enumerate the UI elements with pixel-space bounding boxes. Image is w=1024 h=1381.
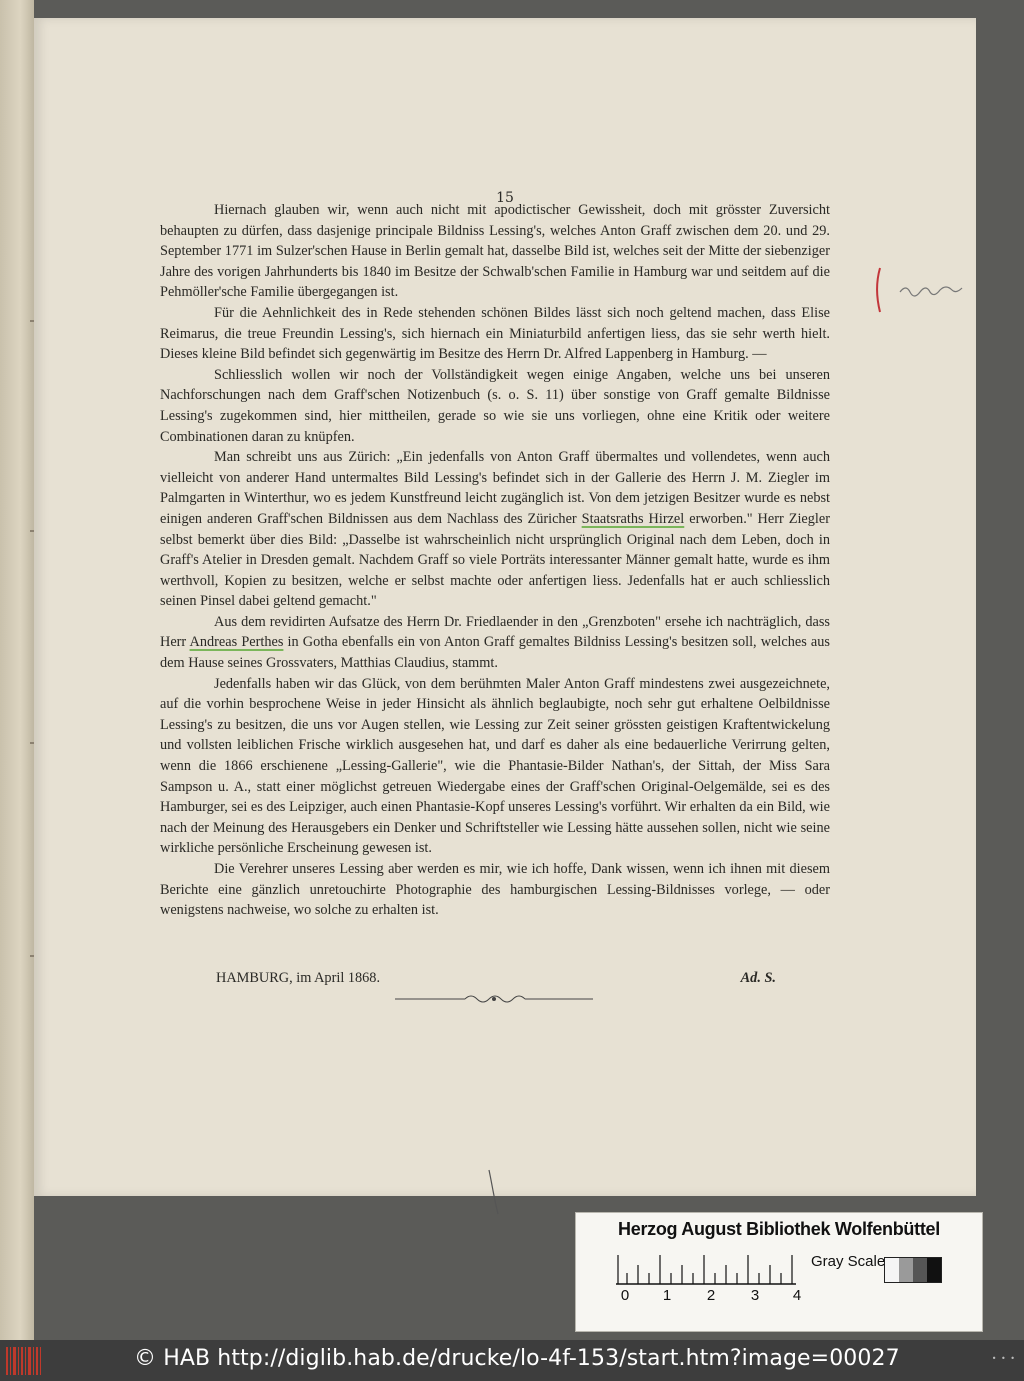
highlighted-name: Staatsraths Hirzel [581,510,685,527]
ruler-icon [616,1255,796,1285]
margin-pencil-note [872,262,992,316]
gray-swatch [927,1258,941,1282]
footer-bar [0,1340,1024,1381]
gray-swatch [899,1258,913,1282]
signoff [216,970,776,987]
text-span: Aus dem revidirten Aufsatze des Herrn Dr. Friedlaender in den „Grenzboten" ersehe ich nachträglich, dass Herr [160,613,830,651]
copyright-url[interactable]: © HAB http://diglib.hab.de/drucke/lo-4f-153/start.htm?image=00027 [134,1346,900,1371]
ornament-divider [395,992,593,1006]
paragraph [160,447,830,612]
ruler-labels [616,1287,816,1307]
previous-page-edge [0,0,34,1340]
color-reference-card [575,1212,983,1332]
paragraph [160,612,830,674]
highlighted-name: Andreas Perthes [189,634,284,651]
paragraph: Hiernach glauben wir, wenn auch nicht mit apodictischer Gewissheit, doch mit grösster Zuversicht behaupten zu dürfen, dass dasjenige principale Bildniss Lessing's, welches Anton Graff zwischen dem 20. und 29. September 1771 im Sulzer'schen Hause in Berlin gemalt hat, dasselbe Bild ist, welches seit der Mitte der siebenziger Jahre des vorigen Jahrhunderts bis 1840 im Besitze der Schwalb'schen Familie in Hamburg war und seitdem auf die Pehmöller'sche Familie übergegangen ist. [160,202,830,301]
text-span: in Gotha ebenfalls ein von Anton Graff gemaltes Bildniss Lessing's besitzen soll, welches aus dem Hause seines Grossvaters, Matthias Claudius, stammt. [160,634,830,672]
text-span: Man schreibt uns aus Zürich: „Ein jedenfalls von Anton Graff übermaltes und vollendetes, wenn auch vielleicht von anderer Hand untermaltes Bild Lessing's befindet sich in der Gallerie des Herrn J. M. Ziegler im Palmgarten in Winterthur, wo es jedem Kunstfreund leicht zugänglich ist. Von dem jetzigen Besitzer wurde es nebst einigen anderen Graff'schen Bildnissen aus dem Nachlass des Züricher [160,449,830,527]
ruler-label: 4 [792,1287,802,1304]
gray-scale-label: Gray Scale [811,1253,886,1270]
signoff-place: HAMBURG, im April 1868. [216,970,381,986]
gray-swatch [885,1258,899,1282]
paragraph: Jedenfalls haben wir das Glück, von dem berühmten Maler Anton Graff mindestens zwei ausgezeichnete, auf die vorhin besprochene Weise in jeder Hinsicht als ähnlich beglaubigte, noch sehr gut erhaltene Oelbildnisse Lessing's zu besitzen, die uns vor Augen stellen, wie Lessing zur Zeit seiner grössten geistigen Kraftentwickelung und vollsten leiblichen Frische wirklich ausgesehen hat, und darf es daher als eine bedauerliche Verirrung gelten, wenn die 1866 erschienene „Lessing-Gallerie", wie die Phantasie-Bilder Nathan's, der Sittah, der Miss Sara Sampson u. A., statt einer möglichst getreuen Wiedergabe eines der Graff'schen Original-Oelgemälde, sei es des Hamburger, sei es des Leipziger, auch einen Phantasie-Kopf unseres Lessing's vorführt. Wir erhalten da ein Bild, wie nach der Meinung des Herausgebers ein Denker und Schriftsteller wie Lessing hätte aussehen sollen, nicht wie seine wirkliche persönliche Erscheinung gewesen ist. [160,675,830,857]
signoff-author: Ad. S. [740,970,776,986]
barcode-icon [6,1347,42,1375]
gray-scale-swatch [884,1257,942,1283]
ruler-label: 2 [706,1287,716,1304]
text-span: erworben." Herr Ziegler selbst bemerkt über dies Bild: „Dasselbe ist wahrscheinlich nicht ursprünglich Original nach dem Leben, doch in Graff's Atelier in Dresden gemalt. Nachdem Graff so viele Porträts interessanter Männer gemalt hatte, wurde es ihm werthvoll, Kopien zu besitzen, welche er selbst machte oder anfertigen liess. Jedenfalls hat er auch schliesslich seinen Pinsel dabei geltend gemacht." [160,510,830,610]
ruler-label: 3 [750,1287,760,1304]
gray-swatch [913,1258,927,1282]
library-name: Herzog August Bibliothek Wolfenbüttel [618,1219,940,1239]
paragraph: Für die Aehnlichkeit des in Rede stehenden schönen Bildes lässt sich noch geltend machen, dass Elise Reimarus, die treue Freundin Lessing's, sich hiernach ein Miniaturbild anfertigen liess, das sie sehr werth hielt. Dieses kleine Bild befindet sich gegenwärtig im Besitze des Herrn Dr. Alfred Lappenberg in Hamburg. — [160,304,830,363]
paragraph: Die Verehrer unseres Lessing aber werden es mir, wie ich hoffe, Dank wissen, wenn ich ihnen mit diesem Berichte eine gänzlich unretouchirte Photographie des hamburgischen Lessing-Bildnisses vorlege, — oder wenigstens nachweise, wo solche zu erhalten ist. [160,861,830,919]
page-number: 15 [496,190,514,206]
body-text [160,200,830,921]
paragraph: Schliesslich wollen wir noch der Vollständigkeit wegen einige Angaben, welche uns bei unseren Nachforschungen nach dem Graff'schen Notizenbuch (s. o. S. 11) über sonstige von Graff gemalte Bildnisse Lessing's zugekommen sind, hier mittheilen, gerade so wie sie uns vorliegen, ohne eine Kritik oder weitere Combinationen daran zu knüpfen. [160,366,830,445]
footer-dots: • • • [991,1354,1016,1363]
ruler-label: 0 [620,1287,630,1304]
pencil-mark [486,1168,502,1216]
ruler-label: 1 [662,1287,672,1304]
